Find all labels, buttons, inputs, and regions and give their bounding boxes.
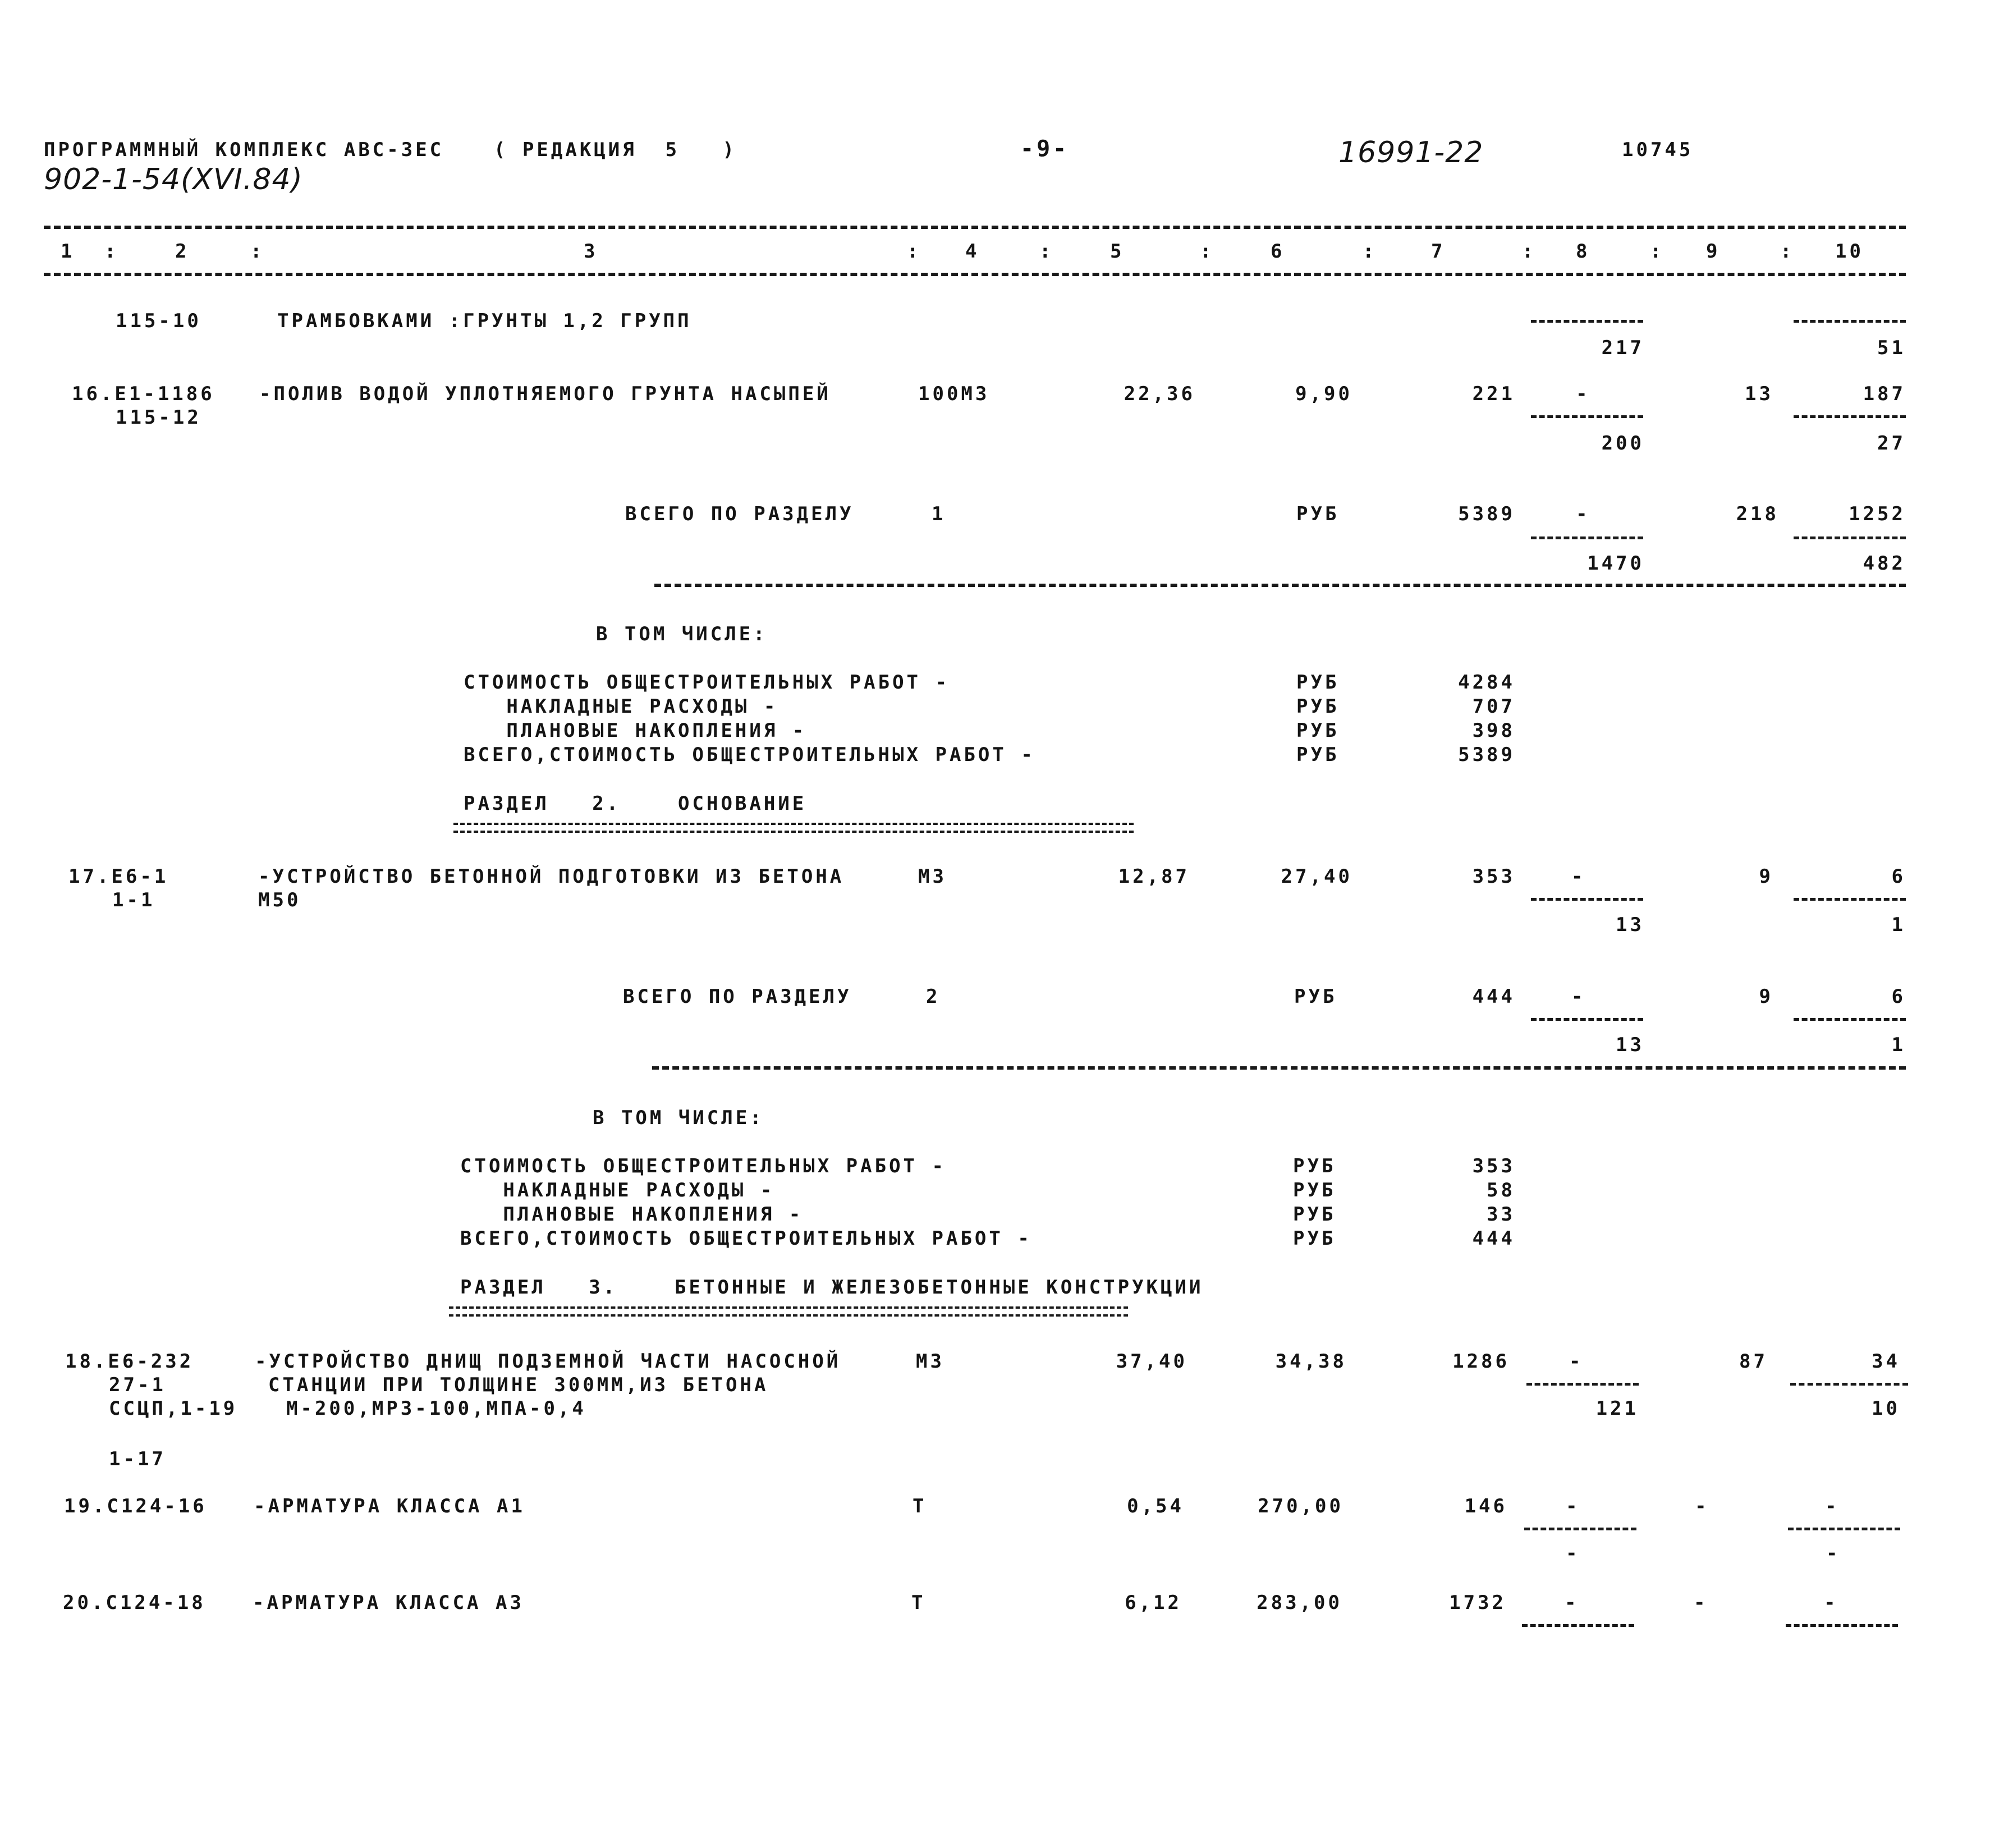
col8-top: - xyxy=(1565,1592,1579,1614)
col-8: 8 xyxy=(1576,240,1590,263)
cost-line-unit: РУБ xyxy=(1293,1155,1336,1177)
page-number: -9- xyxy=(1020,136,1070,162)
col-sep: : xyxy=(1650,240,1665,263)
col8-top: - xyxy=(1576,503,1590,525)
cost-line-value: 707 xyxy=(1472,695,1515,718)
item-number: 20.С124-18 xyxy=(63,1592,206,1614)
cost-line-label: НАКЛАДНЫЕ РАСХОДЫ - xyxy=(464,695,778,718)
col9-value: - xyxy=(1694,1592,1708,1614)
col10-bottom: 27 xyxy=(1877,432,1906,455)
col8-bottom: - xyxy=(1566,1542,1580,1565)
item-unit: М3 xyxy=(918,865,947,888)
col8-rule xyxy=(1531,320,1643,323)
cost-line-label: НАКЛАДНЫЕ РАСХОДЫ - xyxy=(460,1179,775,1202)
col9-value: 9 xyxy=(1759,985,1773,1008)
total-unit: РУБ xyxy=(1296,503,1340,525)
item-description: -ПОЛИВ ВОДОЙ УПЛОТНЯЕМОГО ГРУНТА НАСЫПЕЙ xyxy=(259,383,831,405)
section-heading: РАЗДЕЛ 2. ОСНОВАНИЕ xyxy=(464,792,807,815)
col8-rule xyxy=(1531,415,1643,418)
col10-bottom: - xyxy=(1826,1542,1841,1565)
item-total: 221 xyxy=(1472,383,1515,405)
col9-value: 9 xyxy=(1759,865,1773,888)
col10-top: - xyxy=(1824,1592,1838,1614)
including-title: В ТОМ ЧИСЛЕ: xyxy=(596,623,768,645)
col10-top: 34 xyxy=(1872,1350,1900,1373)
section-rule xyxy=(652,1066,1906,1070)
item-code: 1-1 xyxy=(112,889,155,911)
col-10: 10 xyxy=(1835,240,1864,263)
col-3: 3 xyxy=(584,240,598,263)
col-1: 1 xyxy=(61,240,75,263)
col10-top: 1252 xyxy=(1849,503,1906,525)
col10-rule xyxy=(1794,1018,1906,1021)
cost-line-unit: РУБ xyxy=(1293,1179,1336,1202)
including-title: В ТОМ ЧИСЛЕ: xyxy=(593,1107,764,1129)
cost-line-label: СТОИМОСТЬ ОБЩЕСТРОИТЕЛЬНЫХ РАБОТ - xyxy=(460,1155,946,1177)
item-reference: ССЦП,1-19 xyxy=(109,1397,238,1420)
header-rule-bottom xyxy=(44,273,1906,276)
total-value: 5389 xyxy=(1458,503,1515,525)
cost-line-unit: РУБ xyxy=(1293,1227,1336,1250)
total-value: 444 xyxy=(1472,985,1515,1008)
document-code: 16991-22 xyxy=(1338,136,1484,169)
col-5: 5 xyxy=(1110,240,1125,263)
col8-rule xyxy=(1526,1383,1639,1386)
col10-rule xyxy=(1790,1383,1908,1386)
col-4: 4 xyxy=(965,240,980,263)
col8-top: - xyxy=(1571,985,1586,1008)
section-number: 2 xyxy=(926,985,941,1008)
col10-rule xyxy=(1794,415,1906,418)
col-sep: : xyxy=(1363,240,1377,263)
col-sep: : xyxy=(104,240,119,263)
col-7: 7 xyxy=(1431,240,1446,263)
row-code: 115-10 xyxy=(116,310,201,332)
item-description: -УСТРОЙСТВО БЕТОННОЙ ПОДГОТОВКИ ИЗ БЕТОНА xyxy=(258,865,845,888)
col-sep: : xyxy=(1200,240,1214,263)
cost-line-unit: РУБ xyxy=(1296,744,1340,766)
col8-rule xyxy=(1531,1018,1643,1021)
program-name: ПРОГРАММНЫЙ КОМПЛЕКС АВС-3ЕС xyxy=(44,139,444,161)
col-sep: : xyxy=(1039,240,1054,263)
item-price: 283,00 xyxy=(1257,1592,1342,1614)
col10-bottom: 1 xyxy=(1891,1034,1906,1056)
section-heading: РАЗДЕЛ 3. БЕТОННЫЕ И ЖЕЛЕЗОБЕТОННЫЕ КОНСТРУКЦИИ xyxy=(460,1276,1204,1299)
col9-value: 87 xyxy=(1739,1350,1768,1373)
item-quantity: 6,12 xyxy=(1125,1592,1182,1614)
total-unit: РУБ xyxy=(1294,985,1337,1008)
item-unit: Т xyxy=(911,1592,926,1614)
col-9: 9 xyxy=(1706,240,1721,263)
col9-value: - xyxy=(1695,1495,1709,1517)
col-6: 6 xyxy=(1271,240,1285,263)
cost-line-value: 33 xyxy=(1487,1203,1515,1226)
col-sep: : xyxy=(250,240,265,263)
col8-rule xyxy=(1522,1624,1634,1627)
item-total: 146 xyxy=(1464,1495,1507,1517)
cost-line-unit: РУБ xyxy=(1296,671,1340,694)
item-description: -АРМАТУРА КЛАССА А3 xyxy=(253,1592,524,1614)
col10-rule xyxy=(1794,320,1906,323)
item-number: 19.С124-16 xyxy=(64,1495,207,1517)
col10-bottom: 482 xyxy=(1863,552,1906,575)
header-rule-top xyxy=(44,226,1906,229)
cost-line-unit: РУБ xyxy=(1296,695,1340,718)
item-unit: Т xyxy=(913,1495,927,1517)
item-code: 27-1 xyxy=(109,1374,166,1396)
cost-line-unit: РУБ xyxy=(1293,1203,1336,1226)
project-code: 902-1-54(XVI.84) xyxy=(44,163,303,196)
col-sep: : xyxy=(907,240,921,263)
col10-bottom: 10 xyxy=(1872,1397,1900,1420)
cost-line-label: ПЛАНОВЫЕ НАКОПЛЕНИЯ - xyxy=(464,719,807,742)
item-price: 270,00 xyxy=(1258,1495,1344,1517)
item-description-cont: СТАНЦИИ ПРИ ТОЛЩИНЕ 300ММ,ИЗ БЕТОНА xyxy=(268,1374,769,1396)
col8-top: - xyxy=(1571,865,1586,888)
col10-top: 187 xyxy=(1863,383,1906,405)
item-description-cont: М-200,МРЗ-100,МПА-0,4 xyxy=(286,1397,586,1420)
total-label: ВСЕГО ПО РАЗДЕЛУ xyxy=(623,985,852,1008)
item-price: 34,38 xyxy=(1275,1350,1347,1373)
cost-line-unit: РУБ xyxy=(1296,719,1340,742)
item-number: 17.Е6-1 xyxy=(68,865,169,888)
col8-rule xyxy=(1531,536,1643,539)
document-number: 10745 xyxy=(1622,139,1694,161)
item-description-cont: М50 xyxy=(258,889,301,911)
cost-line-value: 398 xyxy=(1472,719,1515,742)
col10-rule xyxy=(1786,1624,1898,1627)
col8-rule xyxy=(1524,1528,1636,1530)
col-sep: : xyxy=(1522,240,1537,263)
cost-line-value: 4284 xyxy=(1458,671,1515,694)
cost-line-label: ВСЕГО,СТОИМОСТЬ ОБЩЕСТРОИТЕЛЬНЫХ РАБОТ - xyxy=(460,1227,1032,1250)
item-price: 27,40 xyxy=(1281,865,1352,888)
col9-value: 13 xyxy=(1745,383,1773,405)
item-description: -АРМАТУРА КЛАССА А1 xyxy=(254,1495,525,1517)
total-label: ВСЕГО ПО РАЗДЕЛУ xyxy=(625,503,854,525)
col10-rule xyxy=(1788,1528,1900,1530)
col-sep: : xyxy=(1780,240,1795,263)
col8-bottom: 200 xyxy=(1601,432,1644,455)
col10-rule xyxy=(1794,898,1906,901)
cost-line-value: 353 xyxy=(1472,1155,1515,1177)
col10-top: 6 xyxy=(1891,985,1906,1008)
row-description: ТРАМБОВКАМИ :ГРУНТЫ 1,2 ГРУПП xyxy=(277,310,692,332)
item-unit: 100М3 xyxy=(918,383,990,405)
col8-bottom: 1470 xyxy=(1587,552,1644,575)
cost-line-label: ПЛАНОВЫЕ НАКОПЛЕНИЯ - xyxy=(460,1203,804,1226)
col8-top: - xyxy=(1569,1350,1584,1373)
cost-line-value: 5389 xyxy=(1458,744,1515,766)
section-double-rule xyxy=(453,823,1134,833)
col10-top: - xyxy=(1825,1495,1840,1517)
item-quantity: 12,87 xyxy=(1118,865,1190,888)
col8-top: - xyxy=(1566,1495,1580,1517)
item-total: 1732 xyxy=(1449,1592,1506,1614)
item-total: 353 xyxy=(1472,865,1515,888)
cost-line-value: 58 xyxy=(1487,1179,1515,1202)
item-code: 1-17 xyxy=(109,1448,166,1470)
col8-top: - xyxy=(1576,383,1590,405)
item-price: 9,90 xyxy=(1295,383,1352,405)
col8-bottom: 13 xyxy=(1616,1034,1644,1056)
item-description: -УСТРОЙСТВО ДНИЩ ПОДЗЕМНОЙ ЧАСТИ НАСОСНОЙ xyxy=(255,1350,841,1373)
item-code: 115-12 xyxy=(116,406,201,429)
col10-bottom: 51 xyxy=(1877,337,1906,359)
cost-line-label: ВСЕГО,СТОИМОСТЬ ОБЩЕСТРОИТЕЛЬНЫХ РАБОТ - xyxy=(464,744,1035,766)
item-number: 16.Е1-1186 xyxy=(72,383,215,405)
col8-bottom: 121 xyxy=(1595,1397,1639,1420)
item-quantity: 0,54 xyxy=(1127,1495,1184,1517)
col9-value: 218 xyxy=(1736,503,1779,525)
col8-bottom: 13 xyxy=(1616,914,1644,936)
cost-line-label: СТОИМОСТЬ ОБЩЕСТРОИТЕЛЬНЫХ РАБОТ - xyxy=(464,671,950,694)
section-number: 1 xyxy=(932,503,946,525)
item-quantity: 22,36 xyxy=(1124,383,1195,405)
item-quantity: 37,40 xyxy=(1116,1350,1187,1373)
col10-bottom: 1 xyxy=(1891,914,1906,936)
cost-line-value: 444 xyxy=(1472,1227,1515,1250)
edition-label: ( РЕДАКЦИЯ 5 ) xyxy=(494,139,737,161)
section-double-rule xyxy=(449,1306,1128,1317)
item-total: 1286 xyxy=(1452,1350,1510,1373)
item-number: 18.Е6-232 xyxy=(65,1350,194,1373)
item-unit: М3 xyxy=(916,1350,944,1373)
col-2: 2 xyxy=(175,240,190,263)
section-rule xyxy=(654,584,1906,587)
col8-rule xyxy=(1531,898,1643,901)
col8-bottom: 217 xyxy=(1601,337,1644,359)
col10-rule xyxy=(1794,536,1906,539)
col10-top: 6 xyxy=(1891,865,1906,888)
